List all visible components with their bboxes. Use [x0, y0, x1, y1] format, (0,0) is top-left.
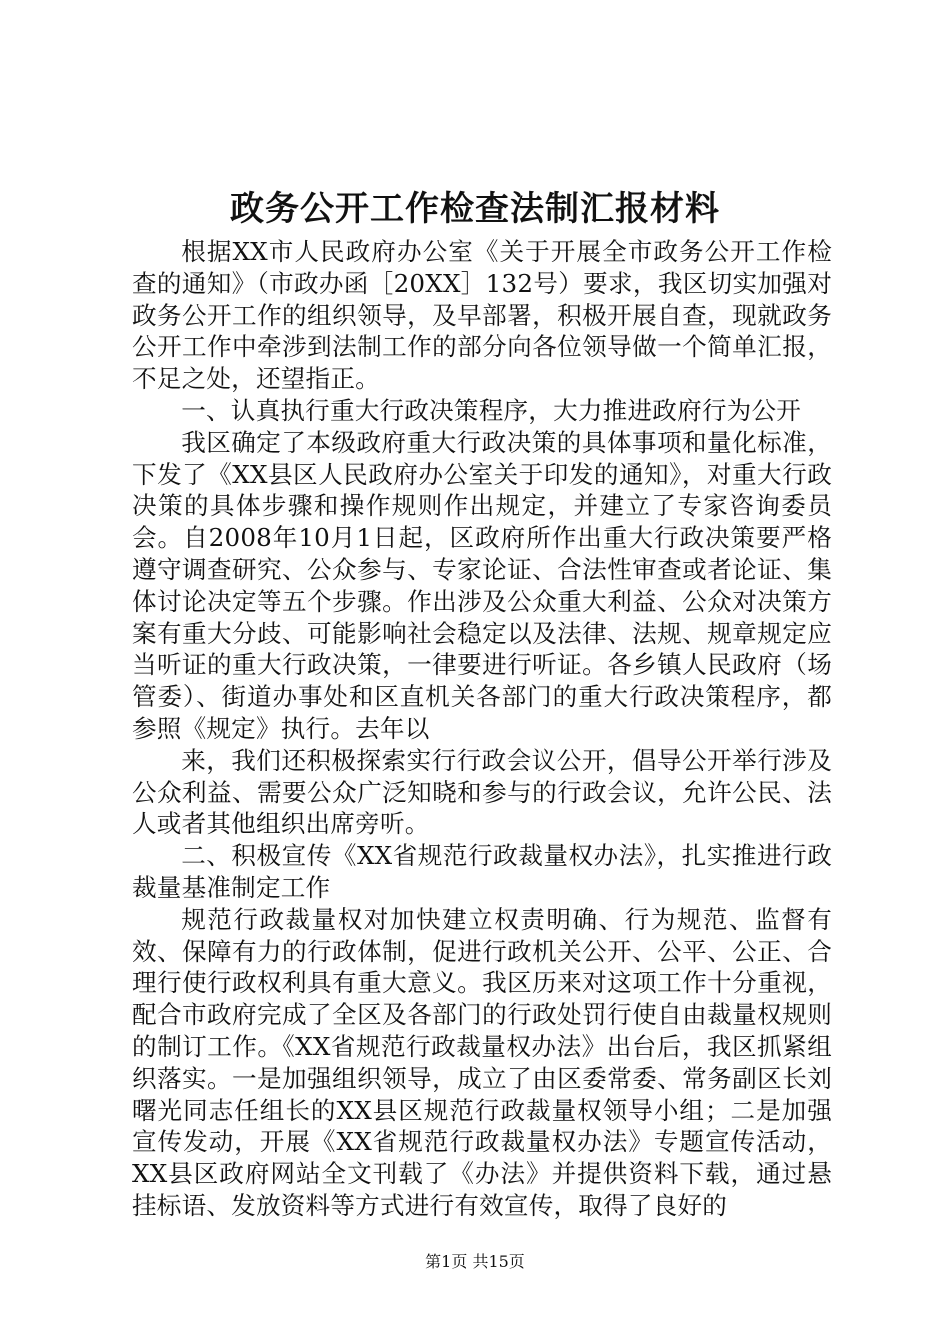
paragraph-intro: 根据XX市人民政府办公室《关于开展全市政务公开工作检查的通知》（市政办函［20XX］132号）要求，我区切实加强对政务公开工作的组织领导，及早部署，积极开展自查，现就政务公开工作中牵涉到法制工作的部分向各位领导做一个简单汇报，不足之处，还望指正。 — [132, 237, 832, 394]
paragraph-section-1: 我区确定了本级政府重大行政决策的具体事项和量化标准，下发了《XX县区人民政府办公室关于印发的通知》，对重大行政决策的具体步骤和操作规则作出规定，并建立了专家咨询委员会。自2008年10月1日起，区政府所作出重大行政决策要严格遵守调查研究、公众参与、专家论证、合法性审查或者论证、集体讨论决定等五个步骤。作出涉及公众重大利益、公众对决策方案有重大分歧、可能影响社会稳定以及法律、法规、规章规定应当听证的重大行政决策，一律要进行听证。各乡镇人民政府（场管委）、街道办事处和区直机关各部门的重大行政决策程序，都参照《规定》执行。去年以 — [132, 427, 832, 743]
document-title: 政务公开工作检查法制汇报材料 — [230, 189, 720, 229]
document-body — [132, 236, 832, 1222]
page-number-footer: 第1页 共15页 — [425, 1252, 525, 1271]
paragraph-section-2: 规范行政裁量权对加快建立权责明确、行为规范、监督有效、保障有力的行政体制，促进行政机关公开、公平、公正、合理行使行政权利具有重大意义。我区历来对这项工作十分重视，配合市政府完成了全区及各部门的行政处罚行使自由裁量权规则的制订工作。《XX省规范行政裁量权办法》出台后，我区抓紧组织落实。一是加强组织领导，成立了由区委常委、常务副区长刘曙光同志任组长的XX县区规范行政裁量权领导小组；二是加强宣传发动，开展《XX省规范行政裁量权办法》专题宣传活动，XX县区政府网站全文刊载了《办法》并提供资料下载，通过悬挂标语、发放资料等方式进行有效宣传，取得了良好的 — [132, 904, 832, 1220]
paragraph-section-1-continued: 来，我们还积极探索实行行政会议公开，倡导公开举行涉及公众利益、需要公众广泛知晓和参与的行政会议，允许公民、法人或者其他组织出席旁听。 — [132, 745, 832, 839]
section-heading-2: 二、积极宣传《XX省规范行政裁量权办法》，扎实推进行政裁量基准制定工作 — [132, 841, 832, 902]
section-heading-1: 一、认真执行重大行政决策程序，大力推进政府行为公开 — [181, 395, 802, 425]
